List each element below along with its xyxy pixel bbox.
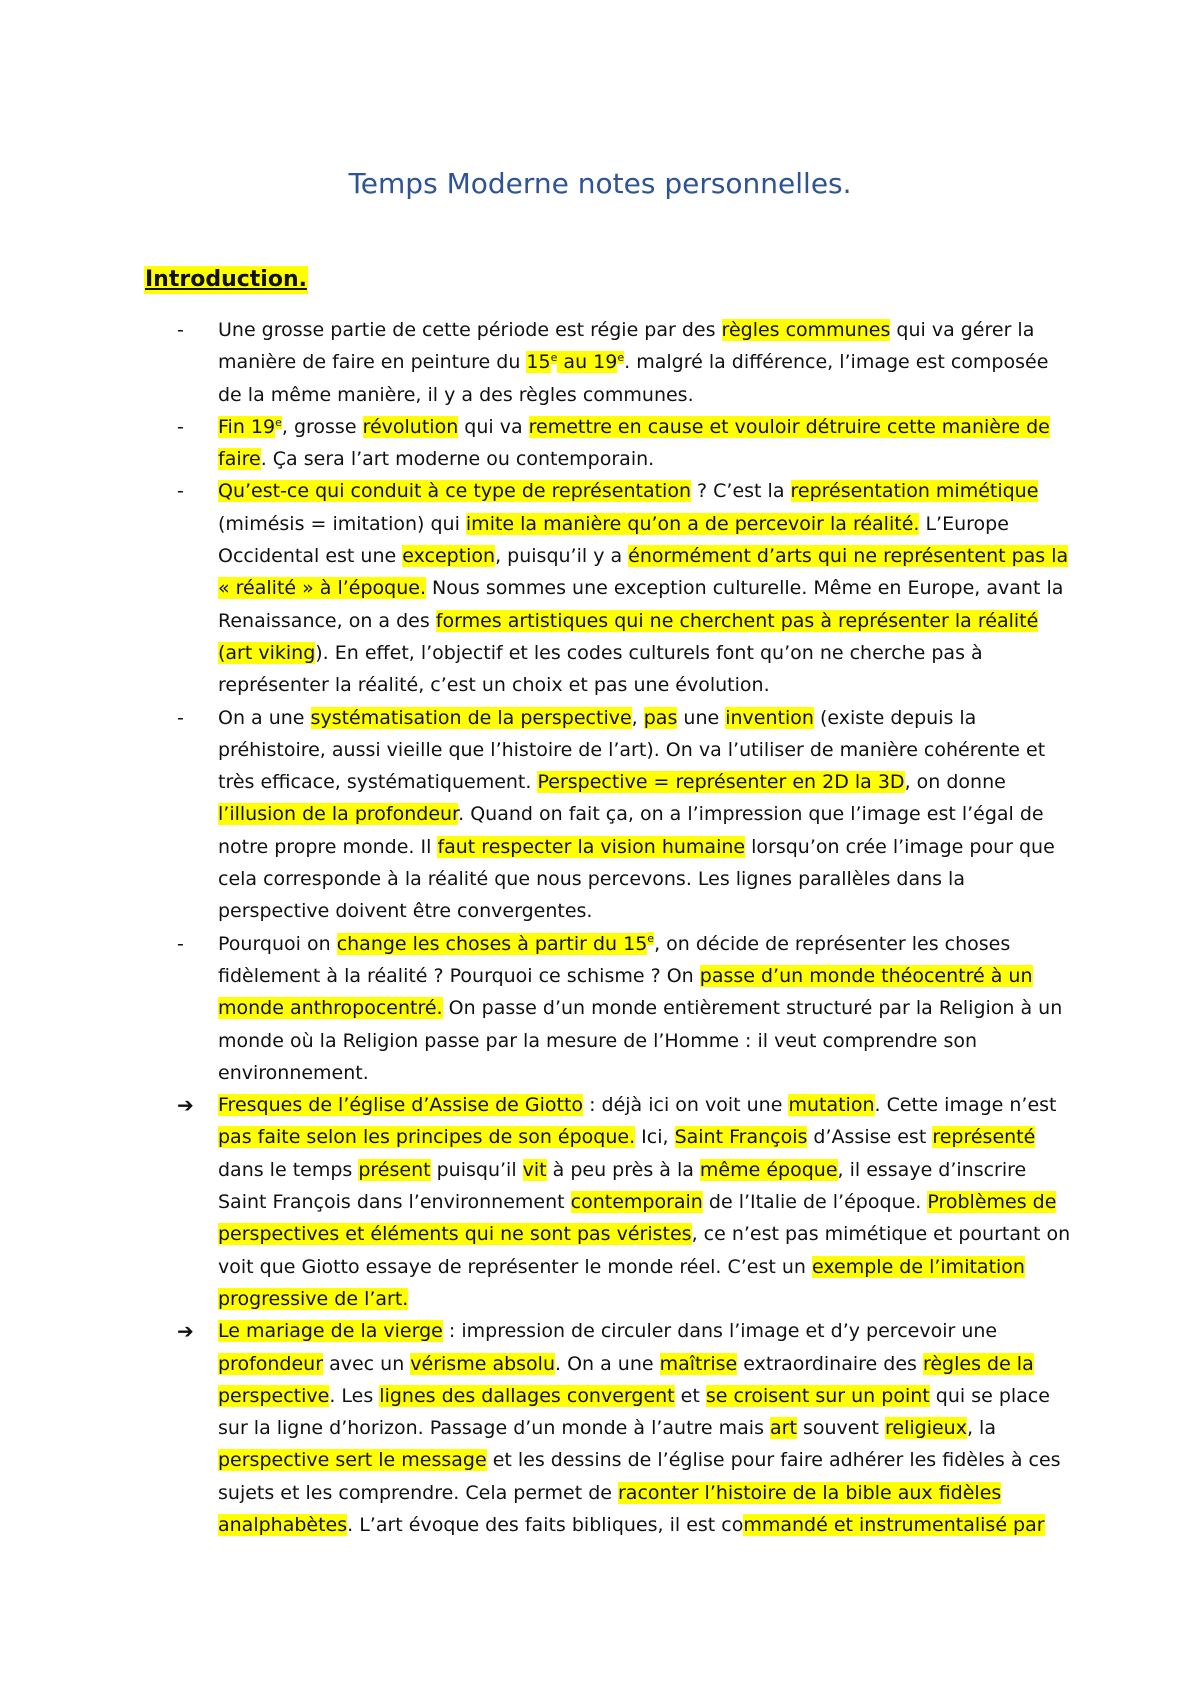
highlighted-text: Problèmes de perspectives et éléments qui ne sont pas véristes bbox=[218, 1191, 1057, 1246]
text-run: . Quand on fait ça, on a l’impression que l’image est l’égal de notre propre monde. Il bbox=[218, 803, 1044, 858]
highlighted-text: change les choses à partir du 15 bbox=[336, 932, 648, 955]
text-run: : impression de circuler dans l’image et d’y percevoir une bbox=[442, 1320, 998, 1343]
highlighted-text: vit bbox=[522, 1158, 547, 1181]
document-title: Temps Moderne notes personnelles. bbox=[348, 167, 852, 200]
section-heading: Introduction. bbox=[145, 267, 307, 292]
text-run: et bbox=[674, 1384, 706, 1407]
highlighted-text: formes artistiques qui ne cherchent pas à représenter la réalité (art viking bbox=[218, 609, 1039, 664]
dash-bullet: - bbox=[177, 706, 184, 729]
text-run: , puisqu’il y a bbox=[495, 545, 629, 568]
text-run: qui se place sur la ligne d’horizon. Passage d’un monde à l’autre mais bbox=[218, 1384, 1050, 1440]
highlighted-text: religieux bbox=[885, 1417, 967, 1440]
text-run: Pourquoi on bbox=[218, 932, 337, 955]
text-run: (existe depuis la préhistoire, aussi vieille que l’histoire de l’art). On va l’utiliser de manière cohérente et très efficace, systématiquement. bbox=[218, 706, 1046, 794]
text-run: à peu près à la bbox=[546, 1158, 700, 1181]
text-run: ). En effet, l’objectif et les codes culturels font qu’on ne cherche pas à représenter la réalité, c’est un choix et pas une évolution. bbox=[218, 641, 983, 697]
highlighted-text: Qu’est-ce qui conduit à ce type de représentation bbox=[218, 480, 691, 503]
highlighted-text: mutation bbox=[788, 1094, 875, 1117]
highlighted-text: règles de la perspective bbox=[218, 1352, 1034, 1407]
list-item bbox=[177, 411, 1077, 476]
highlighted-text: contemporain bbox=[570, 1191, 703, 1214]
text-run: . malgré la différence, l’image est composée de la même manière, il y a des règles communes. bbox=[218, 351, 1049, 406]
highlighted-text: pas faite selon les principes de son époque. bbox=[218, 1126, 636, 1149]
highlighted-text: révolution bbox=[362, 415, 459, 438]
text-run: . Cette image n’est bbox=[874, 1094, 1057, 1117]
text-run: (mimésis = imitation) qui bbox=[218, 512, 466, 535]
highlighted-text: pas bbox=[643, 706, 678, 729]
text-run: Ici, bbox=[635, 1126, 675, 1149]
highlighted-text: passe d’un monde théocentré à un monde anthropocentré. bbox=[218, 964, 1033, 1020]
highlighted-text: Fresques de l’église d’Assise de Giotto bbox=[218, 1094, 584, 1117]
highlighted-text: énormément d’arts qui ne représentent pas la « réalité » à l’époque. bbox=[218, 545, 1069, 600]
dash-bullet: - bbox=[177, 319, 184, 341]
highlighted-text: invention bbox=[725, 706, 814, 729]
highlighted-text: même époque bbox=[699, 1158, 838, 1181]
text-run: . L’art évoque des faits bibliques, il est co bbox=[347, 1513, 744, 1536]
highlighted-text: Le mariage de la vierge bbox=[218, 1320, 443, 1343]
highlighted-text: lignes des dallages convergent bbox=[379, 1384, 675, 1407]
arrow-bullet-icon: ➔ bbox=[177, 1319, 194, 1344]
text-run: , bbox=[631, 706, 644, 729]
highlighted-text: mmandé et instrumentalisé par bbox=[743, 1513, 1045, 1536]
highlighted-text: e bbox=[617, 350, 625, 364]
highlighted-text: règles communes bbox=[721, 319, 891, 341]
text-run: qui va bbox=[458, 415, 529, 438]
text-run: , il essaye d’inscrire Saint François dans l’environnement bbox=[218, 1158, 1027, 1214]
highlighted-text: 15 bbox=[526, 351, 551, 374]
highlighted-text: vérisme absolu bbox=[410, 1352, 555, 1375]
text-run: de l’Italie de l’époque. bbox=[702, 1191, 928, 1214]
highlighted-text: profondeur bbox=[218, 1352, 324, 1375]
highlighted-text: Perspective = représenter en 2D la 3D bbox=[537, 771, 905, 794]
text-run: . Ça sera l’art moderne ou contemporain. bbox=[260, 448, 655, 471]
text-run: extraordinaire des bbox=[737, 1352, 923, 1375]
text-run: et les dessins de l’église pour faire adhérer les fidèles à ces sujets et les comprendre. Cela permet de bbox=[218, 1449, 1061, 1504]
list-item bbox=[177, 314, 1077, 411]
list-item bbox=[177, 475, 1077, 701]
text-run: , on donne bbox=[904, 771, 1006, 794]
list-item bbox=[177, 1315, 1077, 1541]
arrow-bullet-icon: ➔ bbox=[177, 1093, 194, 1118]
highlighted-text: représenté bbox=[932, 1126, 1036, 1149]
highlighted-text: exception bbox=[402, 545, 496, 568]
text-run: Une grosse partie de cette période est régie par des bbox=[218, 319, 722, 341]
text-run: L’Europe Occidental est une bbox=[218, 512, 1009, 568]
dash-bullet: - bbox=[177, 480, 184, 503]
highlighted-text: se croisent sur un point bbox=[705, 1384, 930, 1407]
dash-bullet: - bbox=[177, 932, 184, 955]
list-item bbox=[177, 928, 1077, 1089]
highlighted-text: perspective sert le message bbox=[218, 1449, 487, 1472]
text-run: lorsqu’on crée l’image pour que cela corresponde à la réalité que nous percevons. Les lignes parallèles dans la perspective doivent être convergentes. bbox=[218, 835, 1055, 923]
text-run: puisqu’il bbox=[430, 1158, 523, 1181]
highlighted-text: l’illusion de la profondeur bbox=[218, 803, 459, 826]
highlighted-text: e bbox=[550, 350, 558, 364]
highlighted-text: Fin 19 bbox=[218, 415, 276, 438]
text-run: ? C’est la bbox=[691, 480, 791, 503]
text-run: qui va gérer la manière de faire en peinture du bbox=[218, 319, 1035, 374]
text-run: une bbox=[677, 706, 726, 729]
text-run: On a une bbox=[218, 706, 311, 729]
text-run: , ce n’est pas mimétique et pourtant on voit que Giotto essaye de représenter le monde réel. C’est un bbox=[218, 1223, 1071, 1278]
highlighted-text: art bbox=[770, 1417, 797, 1440]
text-run: : déjà ici on voit une bbox=[583, 1094, 789, 1117]
notes-list bbox=[177, 314, 1077, 1541]
text-run: dans le temps bbox=[218, 1158, 359, 1181]
highlighted-text: au 19 bbox=[557, 351, 618, 374]
text-run: On passe d’un monde entièrement structuré par la Religion à un monde où la Religion passe par la mesure de l’Homme : il veut comprendre son environnement. bbox=[218, 997, 1063, 1084]
text-run: , on décide de représenter les choses fidèlement à la réalité ? Pourquoi ce schisme ? On bbox=[218, 932, 1011, 987]
highlighted-text: systématisation de la perspective bbox=[310, 706, 632, 729]
text-run: . Les bbox=[329, 1384, 380, 1407]
highlighted-text: raconter l’histoire de la bible aux fidèles analphabètes bbox=[218, 1481, 1002, 1536]
dash-bullet: - bbox=[177, 415, 184, 438]
highlighted-text: maîtrise bbox=[659, 1352, 738, 1375]
highlighted-text: faut respecter la vision humaine bbox=[437, 835, 746, 858]
text-run: , grosse bbox=[281, 415, 363, 438]
highlighted-text: présent bbox=[358, 1158, 431, 1181]
text-run: . On a une bbox=[555, 1352, 660, 1375]
highlighted-text: e bbox=[647, 932, 655, 946]
highlighted-text: remettre en cause et vouloir détruire cette manière de faire bbox=[218, 415, 1050, 471]
highlighted-text: Saint François bbox=[674, 1126, 808, 1149]
text-run: Nous sommes une exception culturelle. Même en Europe, avant la Renaissance, on a des bbox=[218, 577, 1064, 632]
highlighted-text: exemple de l’imitation progressive de l’art. bbox=[218, 1255, 1025, 1310]
text-run: d’Assise est bbox=[807, 1126, 933, 1149]
highlighted-text: e bbox=[275, 415, 282, 429]
highlighted-text: imite la manière qu’on a de percevoir la réalité. bbox=[465, 512, 920, 535]
text-run: souvent bbox=[796, 1417, 885, 1440]
list-item bbox=[177, 1089, 1077, 1315]
text-run: , la bbox=[966, 1417, 996, 1440]
text-run: avec un bbox=[323, 1352, 411, 1375]
highlighted-text: représentation mimétique bbox=[790, 480, 1039, 503]
list-item bbox=[177, 702, 1077, 928]
